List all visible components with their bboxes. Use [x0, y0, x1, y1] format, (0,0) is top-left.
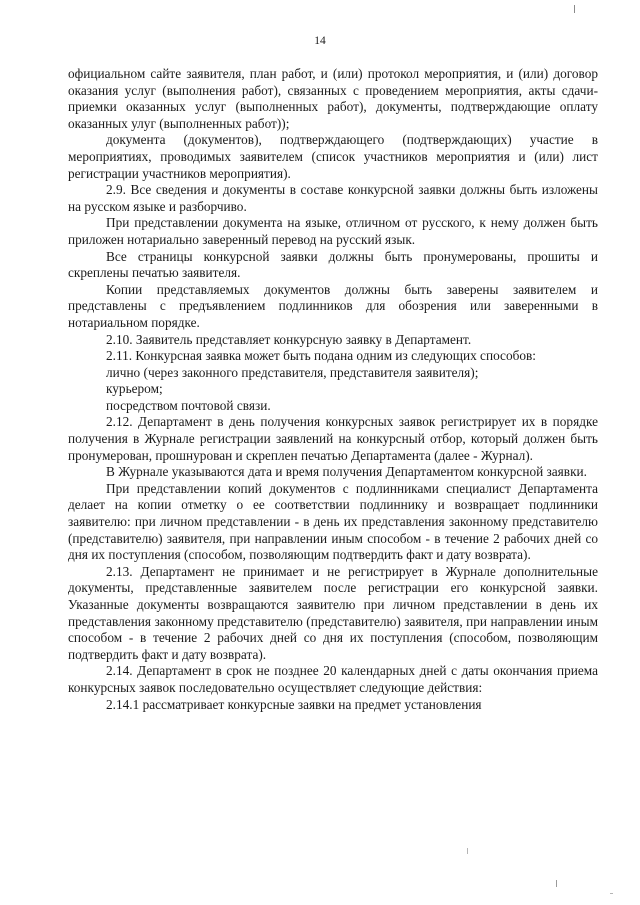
paragraph: документа (документов), подтверждающего (подтверждающих) участие в мероприятиях, проводимых заявителем (список участников мероприятия и (или) лист регистрации участников мероприятия).	[68, 132, 598, 181]
paragraph: 2.14. Департамент в срок не позднее 20 календарных дней с даты окончания приема конкурсных заявок последовательно осуществляет следующие действия:	[68, 663, 598, 695]
page-number: 14	[314, 35, 326, 47]
paragraph: 2.14.1 рассматривает конкурсные заявки на предмет установления	[106, 696, 482, 712]
paragraph: 2.10. Заявитель представляет конкурсную заявку в Департамент.	[106, 331, 472, 347]
scan-mark	[610, 893, 613, 894]
paragraph: лично (через законного представителя, представителя заявителя);	[106, 364, 479, 380]
paragraph: 2.13. Департамент не принимает и не регистрирует в Журнале дополнительные документы, представленные заявителем после регистрации его конкурсной заявки. Указанные документы возвращаются заявителю при личном представлении в день их представления законному представителю (представителю) заявителя, при направлении иным способом - в течение 2 рабочих дней со дня их поступления (способом, позволяющим подтвердить факт и дату возврата).	[68, 563, 598, 662]
paragraph: 2.11. Конкурсная заявка может быть подана одним из следующих способов:	[106, 348, 536, 364]
scan-mark	[556, 880, 557, 887]
paragraph: Все страницы конкурсной заявки должны быть пронумерованы, прошиты и скреплены печатью заявителя.	[68, 248, 598, 281]
scan-mark	[574, 5, 575, 13]
paragraph: 2.9. Все сведения и документы в составе конкурсной заявки должны быть изложены на русском языке и разборчиво.	[68, 182, 598, 214]
paragraph: посредством почтовой связи.	[106, 397, 271, 413]
paragraph: Копии представляемых документов должны быть заверены заявителем и представлены с предъявлением подлинников для обозрения или заверенными в нотариальном порядке.	[68, 281, 598, 330]
scan-mark	[467, 848, 468, 854]
paragraph: курьером;	[106, 381, 163, 397]
paragraph: 2.12. Департамент в день получения конкурсных заявок регистрирует их в порядке получения в Журнале регистрации заявлений на конкурсный отбор, который должен быть пронумерован, прошнурован и скреплен печатью Департамента (далее - Журнал).	[68, 414, 598, 463]
paragraph: официальном сайте заявителя, план работ, и (или) протокол мероприятия, и (или) договор оказания услуг (выполнения работ), связанных с проведением мероприятия, акты сдачи-приемки оказанных услуг (выполненных работ), документы, подтверждающие оплату оказанных улуг (выполненных работ));	[68, 66, 598, 131]
paragraph: В Журнале указываются дата и время получения Департаментом конкурсной заявки.	[106, 464, 587, 480]
paragraph: При представлении документа на языке, отличном от русского, к нему должен быть приложен нотариально заверенный перевод на русский язык.	[68, 215, 598, 247]
paragraph: При представлении копий документов с подлинниками специалист Департамента делает на копии отметку о ее соответствии подлиннику и возвращает подлинники заявителю: при личном представлении - в день их представления законному представителю (представителю) заявителя, при направлении иным способом - в течение 2 рабочих дней со дня их поступления (способом, позволяющим подтвердить факт и дату возврата).	[68, 480, 598, 563]
document-body	[68, 66, 598, 713]
